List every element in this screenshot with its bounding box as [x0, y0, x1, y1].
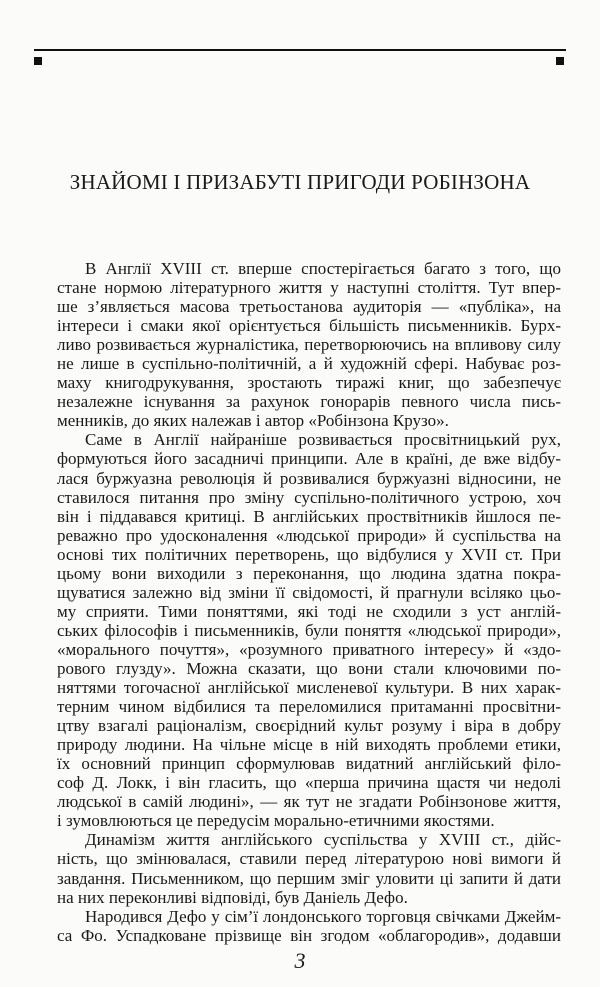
text-line: са Фо. Успадковане прізвище він згодом «облагородив», додавши	[57, 925, 561, 945]
text-line: він і піддавався критиці. В англійських проствітників йшлося пе-	[57, 506, 561, 526]
text-line: цтву взагалі раціоналізм, своєрідний культ розуму і віра в добру	[57, 716, 561, 736]
text-line: їх основний принцип сформулював видатний англійський філо-	[57, 754, 561, 774]
text-line: ність, що змінювалася, ставили перед літературою нові вимоги й	[57, 849, 561, 869]
text-line: не лише в суспільно-політичній, а й художній сфері. Набуває роз-	[57, 354, 561, 374]
text-line: ливо розвивається журналістика, перетворюючись на впливову силу	[57, 335, 561, 355]
chapter-title: ЗНАЙОМІ І ПРИЗАБУТІ ПРИГОДИ РОБІНЗОНА	[69, 170, 531, 194]
page-number: 3	[294, 948, 306, 973]
text-line: му сприяти. Тими поняттями, які тоді не сходили з уст англій-	[57, 601, 561, 621]
text-line: завдання. Письменником, що першим зміг уловити ці запити й дати	[57, 868, 561, 888]
text-line: терним чином відбилися та переломилися притаманні просвітни-	[57, 697, 561, 717]
text-line: рового глузду». Можна сказати, що вони стали ключовими по-	[57, 658, 561, 678]
header-marker-right	[556, 57, 564, 65]
text-line: основі тих політичних перетворень, що відбулися у XVII ст. При	[57, 544, 561, 564]
body-text	[57, 259, 561, 945]
text-line: ставилося питання про зміну суспільно-політичного устрою, хоч	[57, 487, 561, 507]
text-line: ських філософів і письменників, були поняття «людської природи»,	[57, 620, 561, 640]
text-line: Саме в Англії найраніше розвивається просвітницький рух,	[85, 430, 561, 450]
text-line: соф Д. Локк, і він гласить, що «перша причина щастя чи недолі	[57, 773, 561, 793]
text-line: менників, до яких належав і автор «Робінзона Крузо».	[57, 411, 449, 431]
text-line: В Англії XVIII ст. вперше спостерігається багато з того, що	[85, 259, 561, 278]
text-line: формуються його засадничі принципи. Але в країні, де вже відбу-	[57, 449, 561, 469]
text-line: природу людини. На чільне місце в ній виходять проблеми етики,	[57, 735, 561, 755]
text-line: і зумовлюються це передусім морально-етичними якостями.	[57, 811, 495, 831]
text-line: «морального почуття», «розумного приватного інтересу» й «здо-	[57, 639, 561, 659]
text-line: ше з’являється масова третьостанова аудиторія — «публіка», на	[57, 297, 561, 317]
text-line: інтереси і смаки якої орієнтується більшість письменників. Бурх-	[57, 316, 561, 336]
text-line: незалежне існування за рахунок гонорарів певного числа пись-	[57, 392, 561, 412]
text-line: няттями тогочасної англійської мисленевої культури. В них харак-	[57, 678, 561, 698]
text-line: Народився Дефо у сім’ї лондонського торговця свічками Джейм-	[85, 906, 561, 926]
text-line: цьому вони виходили з переконання, що людина здатна покра-	[57, 563, 561, 583]
text-line: людської в самій людині», — як тут не згадати Робінзонове життя,	[57, 792, 561, 812]
header-rule	[34, 49, 566, 51]
text-line: маху книгодрукування, зростають тиражі книг, що забезпечує	[57, 373, 561, 393]
text-line: на них переконливі відповіді, був Даніель Дефо.	[57, 887, 408, 907]
text-line: лася буржуазна революція й розвивалися буржуазні відносини, не	[57, 468, 561, 488]
text-line: Динамізм життя англійського суспільства у XVIII ст., дійс-	[85, 830, 561, 850]
header-marker-left	[34, 57, 42, 65]
text-line: щуватися залежно від зміни її свідомості, й прагнули всіляко цьо-	[57, 582, 561, 602]
text-line: стане нормою літературного життя у наступні століття. Тут впер-	[57, 278, 561, 298]
text-line: реважно про удосконалення «людської природи» й суспільства на	[57, 525, 561, 545]
